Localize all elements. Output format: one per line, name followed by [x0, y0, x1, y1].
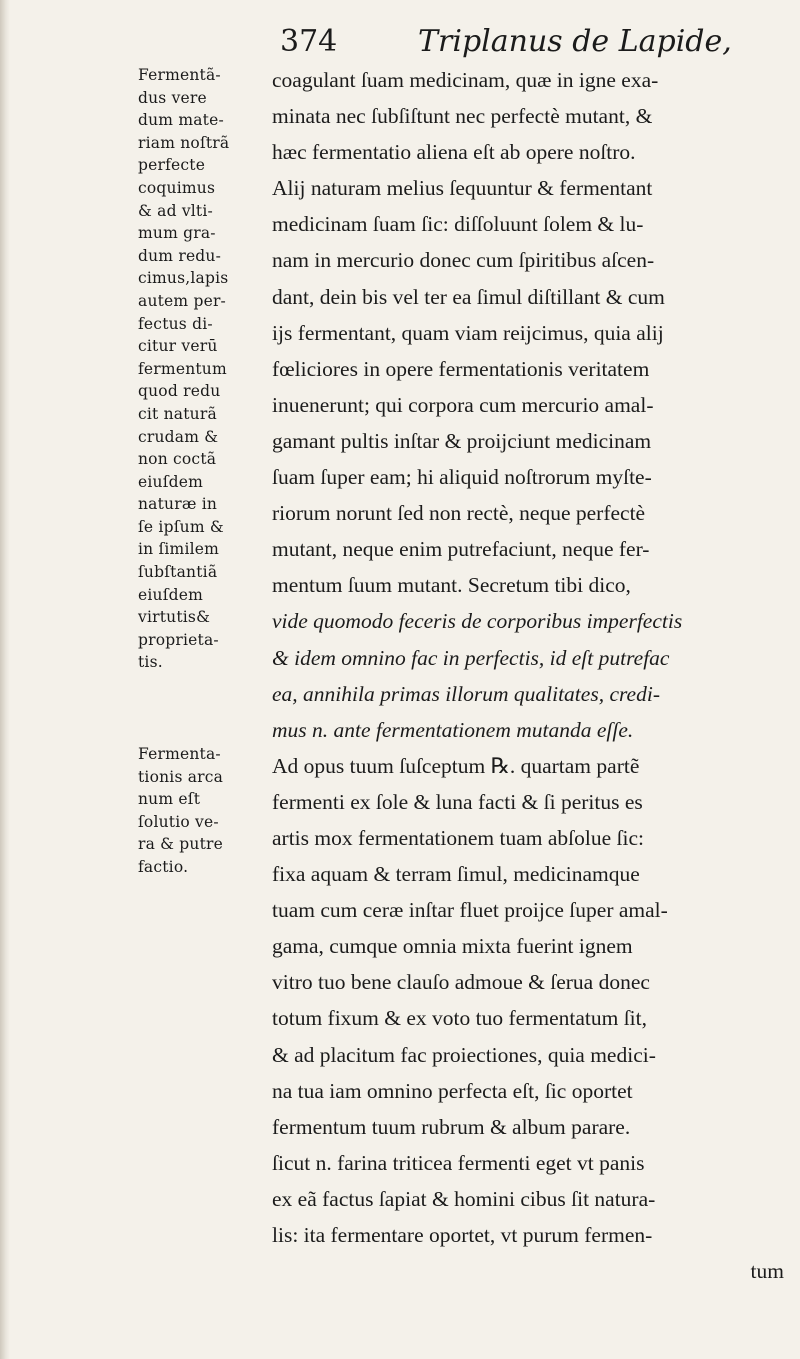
marginal-line: eiuſdem	[138, 585, 204, 604]
text-line: na tua iam omnino perfecta eſt, ſic oportet	[272, 1078, 633, 1103]
marginal-line: dum redu-	[138, 246, 222, 265]
marginal-line: Fermentã-	[138, 66, 221, 84]
page-edge-shadow	[0, 0, 10, 1359]
marginal-line: ra & putre	[138, 835, 224, 854]
text-line: mentum ſuum mutant. Secretum tibi dico,	[272, 573, 631, 598]
marginal-line: factio.	[138, 858, 189, 876]
main-text-column	[272, 62, 792, 1289]
text-line: ea, annihila primas illorum qualitates, credi-	[272, 681, 660, 706]
marginal-line: fermentum	[138, 359, 227, 378]
marginal-line: naturæ in	[138, 495, 218, 514]
marginal-line: dum mate-	[138, 111, 224, 130]
marginal-line: eiuſdem	[138, 472, 204, 491]
text-line: medicinam ſuam ſic: diſſoluunt ſolem & lu-	[272, 212, 644, 237]
marginal-line: Fermenta-	[138, 745, 221, 764]
marginal-line: quod redu	[138, 382, 221, 401]
running-title: Triplanus de Lapide,	[418, 24, 732, 59]
marginal-line: coquimus	[138, 178, 216, 197]
text-line: artis mox fermentationem tuam abſolue ſic:	[272, 825, 644, 850]
marginal-gap	[138, 674, 270, 743]
text-line: vide quomodo feceris de corporibus imperfectis	[272, 609, 683, 634]
text-line: mutant, neque enim putrefaciunt, neque fer-	[272, 537, 650, 562]
text-line: fermenti ex ſole & luna facti & ſi peritus es	[272, 789, 643, 814]
text-line: lis: ita fermentare oportet, vt purum fermen-	[272, 1223, 653, 1247]
text-line: & idem omnino fac in perfectis, id eſt putrefac	[272, 645, 670, 670]
text-line: fixa aquam & terram ſimul, medicinamque	[272, 862, 640, 887]
marginal-line: autem per-	[138, 291, 226, 310]
text-line: mus n. ante fermentationem mutanda eſſe.	[272, 717, 634, 742]
text-line: totum fixum & ex voto tuo fermentatum ſit,	[272, 1006, 648, 1031]
text-line: Alij naturam melius ſequuntur & fermentant	[272, 176, 653, 201]
text-line: ex eã factus ſapiat & homini cibus ſit natura-	[272, 1186, 656, 1211]
text-line: gama, cumque omnia mixta fuerint ignem	[272, 934, 633, 959]
marginal-line: tionis arca	[138, 767, 224, 786]
text-line: tuam cum ceræ inſtar fluet proijce ſuper amal-	[272, 898, 668, 923]
marginal-note-fermentationis	[138, 743, 270, 879]
marginal-line: non coctã	[138, 450, 217, 469]
marginal-line: ſolutio ve-	[138, 812, 219, 831]
marginal-line: ſe ipſum &	[138, 517, 224, 536]
text-line: Ad opus tuum ſuſceptum ℞. quartam partẽ	[272, 753, 640, 778]
text-line: ſuam ſuper eam; hi aliquid noſtrorum myſte-	[272, 465, 652, 490]
text-line: hæc fermentatio aliena eſt ab opere noſtro.	[272, 140, 636, 165]
text-line: fermentum tuum rubrum & album parare.	[272, 1114, 631, 1139]
text-line: inuenerunt; qui corpora cum mercurio amal-	[272, 392, 654, 417]
text-line: dant, dein bis vel ter ea ſimul diſtillant & cum	[272, 284, 665, 309]
text-line: riorum norunt ſed non rectè, neque perfectè	[272, 501, 646, 526]
marginalia	[138, 64, 270, 879]
page-number: 374	[280, 24, 338, 59]
text-line: minata nec ſubſiſtunt nec perfectè mutant, &	[272, 104, 653, 129]
text-line: coagulant ſuam medicinam, quæ in igne exa-	[272, 68, 659, 92]
marginal-line: & ad vlti-	[138, 201, 213, 220]
text-line: nam in mercurio donec cum ſpiritibus aſcen-	[272, 248, 655, 273]
marginal-line: dus vere	[138, 88, 207, 107]
page-header	[270, 22, 770, 66]
text-line: gamant pultis inſtar & proijciunt medicinam	[272, 428, 652, 453]
marginal-line: virtutis&	[138, 608, 211, 627]
marginal-line: crudam &	[138, 427, 219, 446]
text-line: fœliciores in opere fermentationis veritatem	[272, 356, 650, 381]
catchword: tum	[750, 1259, 784, 1284]
marginal-line: in ſimilem	[138, 540, 220, 559]
marginal-line: proprieta-	[138, 630, 219, 649]
text-line: & ad placitum fac proiectiones, quia medici-	[272, 1042, 656, 1067]
marginal-line: perfecte	[138, 156, 206, 175]
text-line: ijs fermentant, quam viam reijcimus, quia alij	[272, 320, 664, 345]
marginal-note-fermentandus	[138, 64, 270, 674]
text-line: ſicut n. farina triticea fermenti eget vt panis	[272, 1150, 645, 1175]
marginal-line: citur verū	[138, 337, 218, 356]
marginal-line: riam noſtrã	[138, 133, 230, 152]
marginal-line: mum gra-	[138, 224, 216, 243]
marginal-line: cit naturã	[138, 404, 217, 423]
marginal-line: fectus di-	[138, 314, 213, 333]
marginal-line: ſubſtantiã	[138, 563, 218, 582]
text-line: vitro tuo bene clauſo admoue & ſerua donec	[272, 970, 650, 995]
marginal-line: tis.	[138, 653, 163, 672]
marginal-line: cimus,lapis	[138, 269, 229, 288]
marginal-line: num eſt	[138, 790, 201, 809]
